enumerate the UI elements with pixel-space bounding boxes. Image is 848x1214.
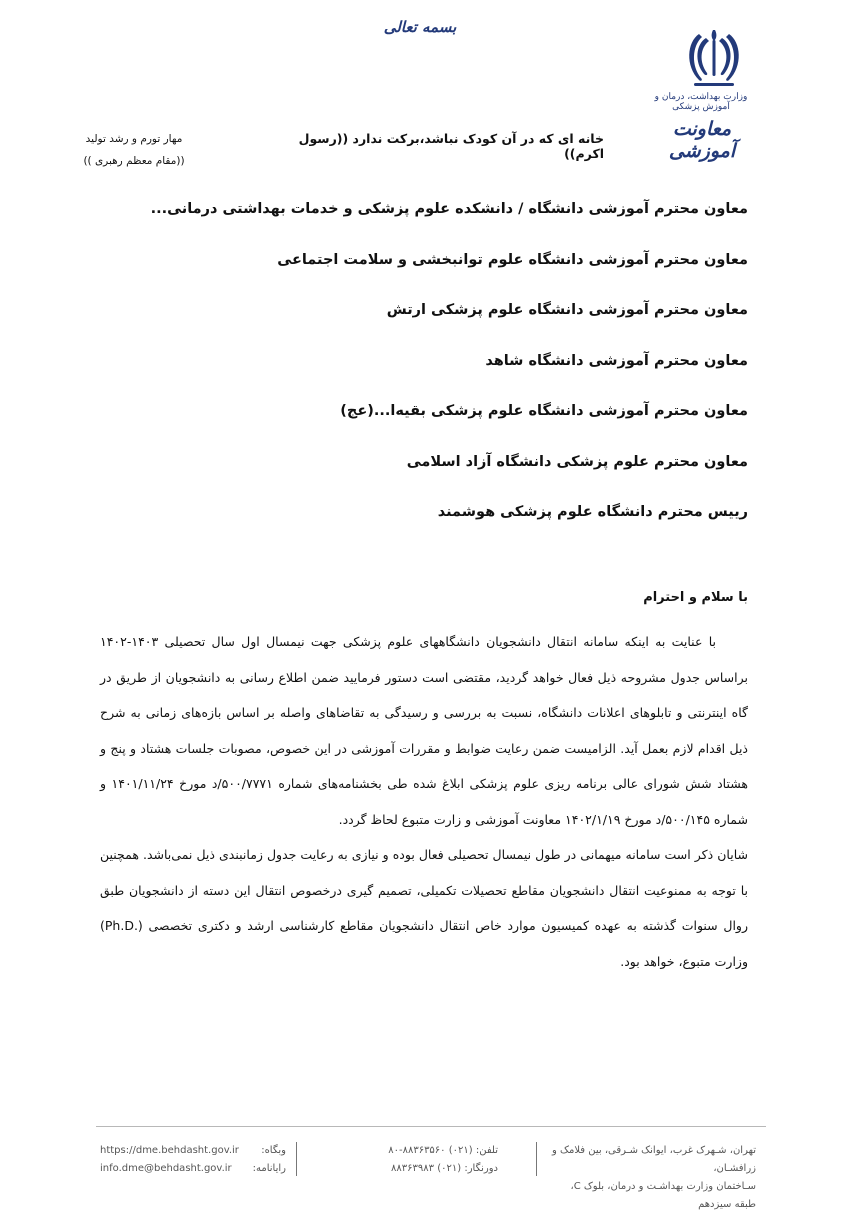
footer-web [100, 1142, 286, 1178]
bismillah-heading: بسمه تعالی [383, 18, 457, 36]
slogan-line: مهار تورم و رشد تولید [85, 133, 183, 145]
year-slogan [64, 128, 204, 172]
address-line: سـاختمان وزارت بهداشـت و درمان، بلوک C، طبقه سیزدهم [570, 1181, 756, 1210]
slogan-attribution: ((مقام معظم رهبری )) [83, 155, 185, 167]
deputy-title: معاونت آموزشی [668, 118, 736, 162]
email-link[interactable]: info.dme@behdasht.gov.ir [100, 1163, 232, 1174]
iran-emblem-icon [684, 26, 744, 90]
footer-divider [96, 1126, 766, 1127]
website-label: وبگاه: [261, 1145, 286, 1156]
recipient-line: معاون محترم آموزشی دانشگاه / دانشکده علوم پزشکی و خدمات بهداشتی درمانی... [150, 201, 748, 217]
address-line: تهران، شـهرک غرب، ایوانک شـرقی، بین فلامک و زرافشـان، [552, 1145, 756, 1174]
recipient-list [108, 196, 748, 550]
fax-number: (۰۲۱) ۸۸۳۶۳۹۸۳ [391, 1163, 462, 1174]
website-link[interactable]: https://dme.behdasht.gov.ir [100, 1145, 239, 1156]
recipient-line: رییس محترم دانشگاه علوم پزشکی هوشمند [437, 504, 748, 520]
letter-body [100, 624, 748, 979]
phone-number: (۰۲۱) ۸۸۳۶۳۵۶۰-۸۰ [388, 1145, 473, 1156]
email-label: رایانامه: [252, 1163, 286, 1174]
recipient-line: معاون محترم آموزشی دانشگاه علوم توانبخشی و سلامت اجتماعی [277, 251, 748, 268]
footer-address [546, 1142, 756, 1214]
phone-label: تلفن: [475, 1145, 498, 1156]
footer-separator [536, 1142, 537, 1176]
body-paragraph: با عنایت به اینکه سامانه انتقال دانشجویان دانشگاههای علوم پزشکی جهت نیمسال اول سال تحصیلی ۱۴۰۳-۱۴۰۲ براساس جدول مشروحه ذیل فعال خواهد گردید، مقتضی است دستور فرمایید ضمن اطلاع رسانی به دانشجویان از طریق در گاه اینترنتی و تابلوهای اعلانات دانشگاه، نسبت به بررسی و رسیدگی به تقاضاهای واصله بر اساس بازه‌های زمانی به شرح ذیل اقدام لازم بعمل آید. الزامیست ضمن رعایت ضوابط و مقررات آموزشی در این خصوص، مصوبات جلسات هشتاد و پنج و هشتاد شش شورای عالی برنامه ریزی علوم پزشکی ابلاغ شده طی بخشنامه‌های شماره ۵۰۰/۷۷۷۱/د مورخ ۱۴۰۱/۱۱/۲۴ و شماره ۵۰۰/۱۴۵/د مورخ ۱۴۰۲/۱/۱۹ معاونت آموزشی و زارت متبوع لحاظ گردد. [100, 634, 749, 827]
footer-phones [318, 1142, 498, 1178]
recipient-line: معاون محترم آموزشی دانشگاه علوم پزشکی بقیه‌ا...(عج) [340, 403, 748, 419]
recipient-line: معاون محترم آموزشی دانشگاه علوم پزشکی ارتش [386, 302, 748, 318]
body-paragraph: شایان ذکر است سامانه میهمانی در طول نیمسال تحصیلی فعال بوده و نیازی به رعایت جدول زمانبندی ذیل نمی‌باشد. همچنین با توجه به ممنوعیت انتقال دانشجویان مقاطع تحصیلات تکمیلی، تصمیم گیری درخصوص انتقال این دسته از دانشجویان طبق روال سنوات گذشته به عهده کمیسیون موارد خاص انتقال دانشجویان مقاطع کارشناسی ارشد و دکتری تخصصی (.Ph.D) وزارت متبوع، خواهد بود. [100, 847, 748, 969]
footer-separator [296, 1142, 297, 1176]
salutation: با سلام و احترام [643, 590, 748, 605]
fax-label: دورنگار: [464, 1163, 498, 1174]
ministry-name: وزارت بهداشت، درمان و آموزش پزشکی [654, 92, 748, 112]
hadith-quote: خانه ای که در آن کودک نباشد،برکت ندارد ((رسول اکرم)) [298, 131, 604, 161]
recipient-line: معاون محترم علوم پزشکی دانشگاه آزاد اسلامی [406, 453, 748, 470]
recipient-line: معاون محترم آموزشی دانشگاه شاهد [485, 352, 748, 369]
